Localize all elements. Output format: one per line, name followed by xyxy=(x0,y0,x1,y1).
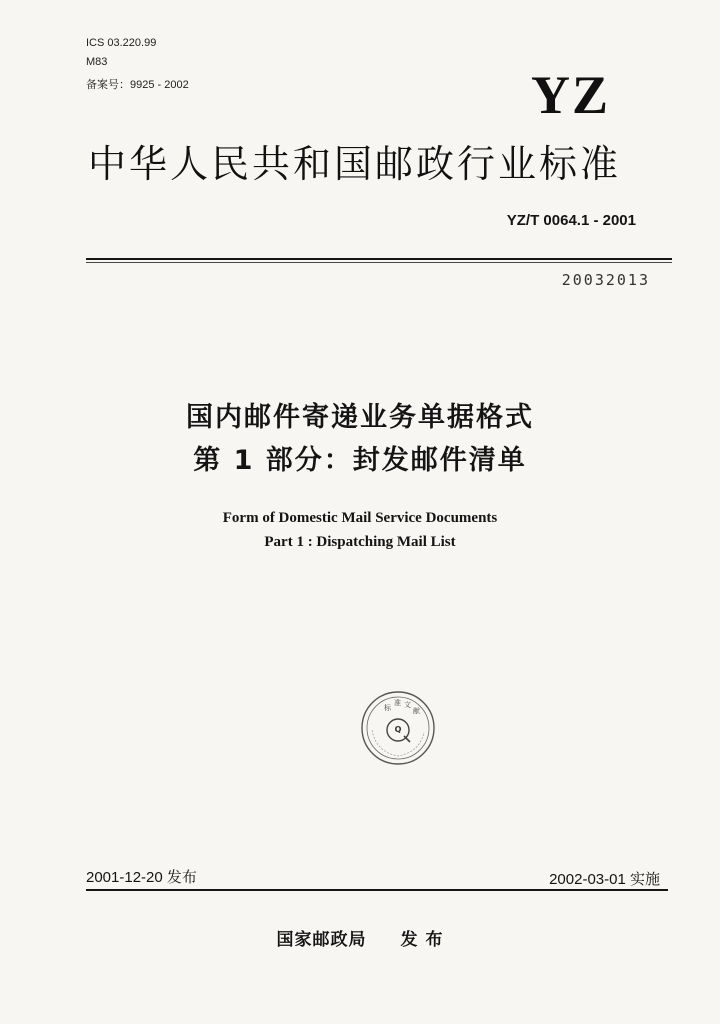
footer-rule xyxy=(86,889,668,891)
implementation-date: 2002-03-01 实施 xyxy=(549,871,660,888)
header-rule-thin xyxy=(86,262,672,263)
stamped-number: 20032013 xyxy=(561,271,650,289)
english-title-line-1: Form of Domestic Mail Service Documents xyxy=(222,510,498,526)
standard-logo: YZ xyxy=(530,65,610,125)
svg-text:献: 献 xyxy=(413,707,420,715)
standard-number: YZ/T 0064.1 - 2001 xyxy=(506,212,636,229)
classification-code: M83 xyxy=(86,56,108,68)
document-title-line-2: 第 1 部分：封发邮件清单 xyxy=(193,445,527,476)
svg-text:Q: Q xyxy=(394,725,402,734)
svg-text:准: 准 xyxy=(394,699,401,707)
issuer-action: 发 布 xyxy=(400,930,444,950)
svg-text:标: 标 xyxy=(384,704,391,712)
svg-text:文: 文 xyxy=(404,701,411,709)
library-seal-icon xyxy=(360,690,436,766)
header-rule xyxy=(86,258,672,260)
issuing-authority xyxy=(0,925,720,950)
ics-code: ICS 03.220.99 xyxy=(86,37,157,49)
issuer-name: 国家邮政局 xyxy=(276,930,367,950)
record-number: 备案号：9925 - 2002 xyxy=(86,79,189,91)
issue-date: 2001-12-20 发布 xyxy=(86,869,197,886)
english-title-line-2: Part 1 : Dispatching Mail List xyxy=(264,534,456,550)
standard-category-title: 中华人民共和国邮政行业标准 xyxy=(88,142,622,186)
document-title-line-1: 国内邮件寄递业务单据格式 xyxy=(186,402,534,433)
